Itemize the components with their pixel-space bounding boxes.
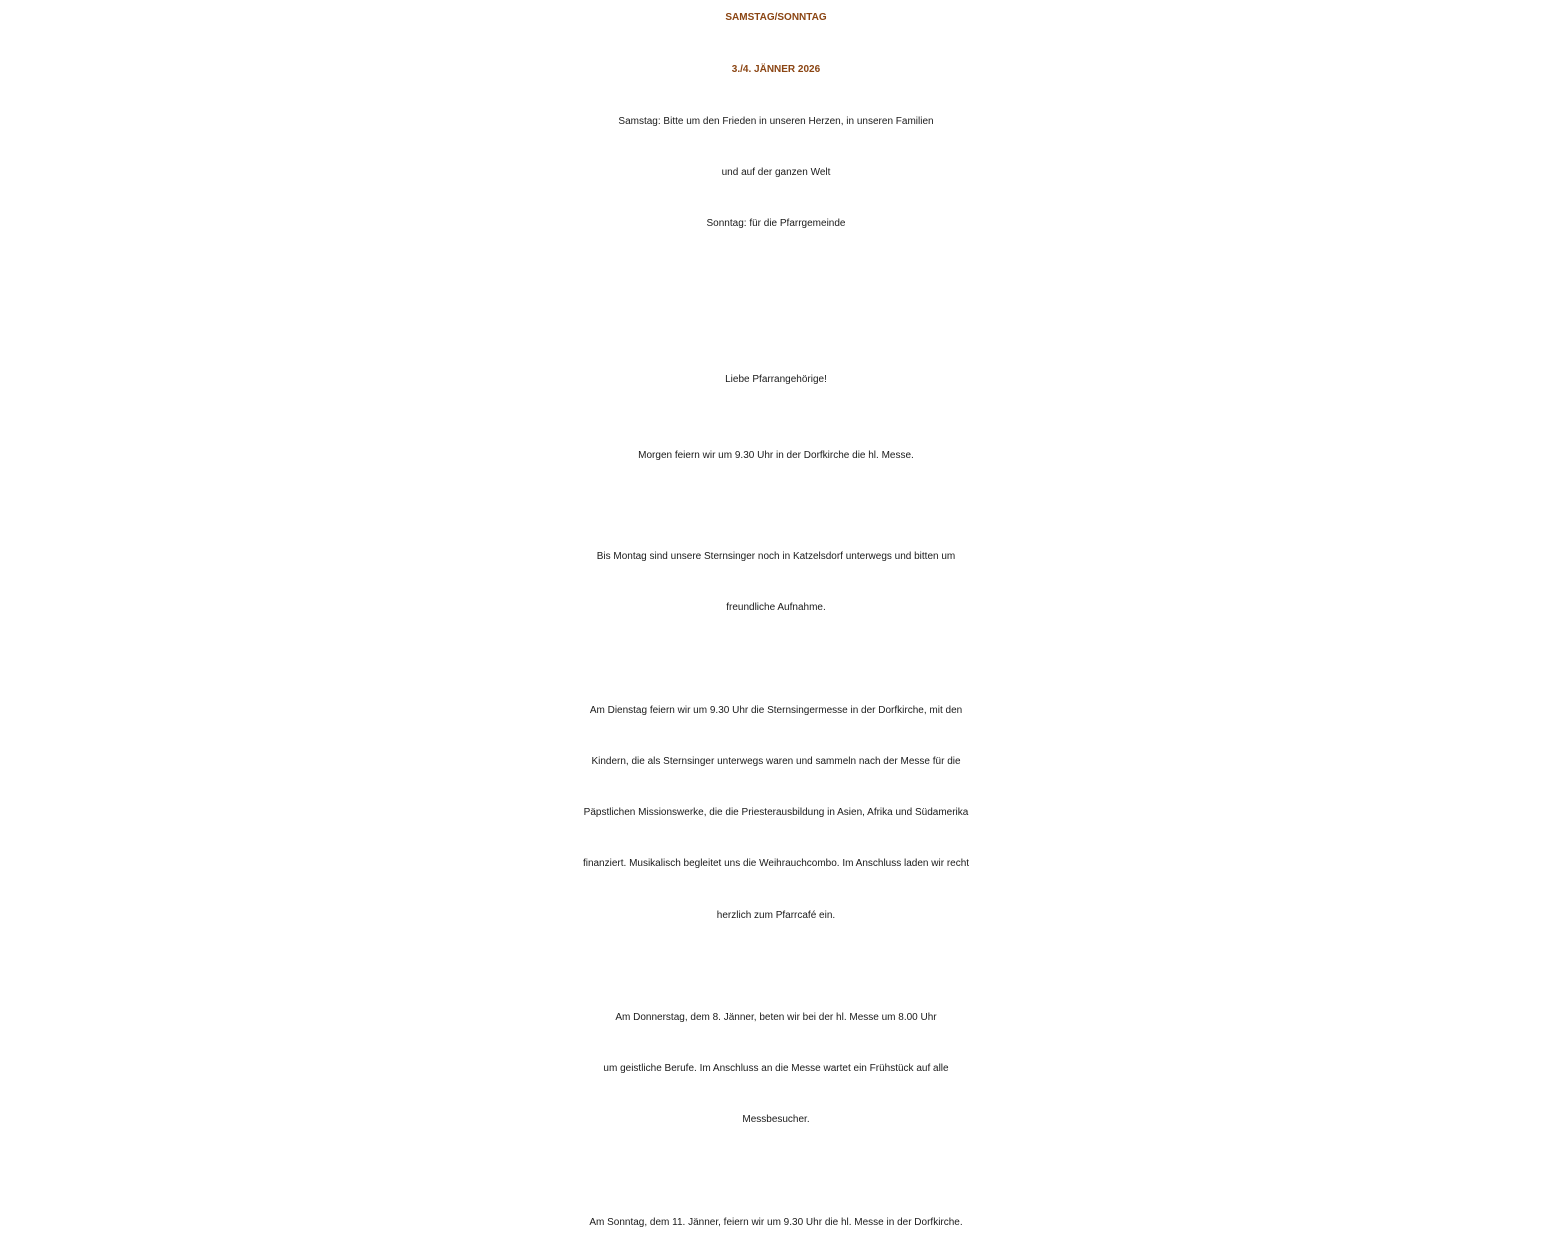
- date-title: 3./4. JÄNNER 2026: [731, 64, 821, 75]
- intention-saturday-line-2: und auf der ganzen Welt: [721, 167, 831, 178]
- paragraph-mass-line-1: Morgen feiern wir um 9.30 Uhr in der Dorfkirche die hl. Messe.: [638, 450, 914, 461]
- greeting: Liebe Pfarrangehörige!: [725, 374, 827, 385]
- paragraph-tuesday-line-1: Am Dienstag feiern wir um 9.30 Uhr die Sternsingermesse in der Dorfkirche, mit den: [589, 705, 963, 716]
- paragraph-thursday-line-3: Messbesucher.: [742, 1114, 810, 1125]
- paragraph-sunday-line-1: Am Sonntag, dem 11. Jänner, feiern wir um 9.30 Uhr die hl. Messe in der Dorfkirche.: [589, 1217, 963, 1228]
- paragraph-tuesday-line-2: Kindern, die als Sternsinger unterwegs waren und sammeln nach der Messe für die: [591, 756, 961, 767]
- paragraph-sternsinger-line-1: Bis Montag sind unsere Sternsinger noch in Katzelsdorf unterwegs und bitten um: [596, 551, 956, 562]
- paragraph-sternsinger-line-2: freundliche Aufnahme.: [726, 602, 826, 613]
- paragraph-tuesday-line-5: herzlich zum Pfarrcafé ein.: [716, 910, 836, 921]
- intention-sunday: Sonntag: für die Pfarrgemeinde: [706, 218, 846, 229]
- day-title: SAMSTAG/SONNTAG: [725, 12, 827, 23]
- paragraph-thursday-line-1: Am Donnerstag, dem 8. Jänner, beten wir bei der hl. Messe um 8.00 Uhr: [615, 1012, 937, 1023]
- paragraph-tuesday-line-4: finanziert. Musikalisch begleitet uns die Weihrauchcombo. Im Anschluss laden wir recht: [582, 858, 970, 869]
- intention-saturday-line-1: Samstag: Bitte um den Frieden in unseren Herzen, in unseren Familien: [618, 116, 934, 127]
- paragraph-thursday-line-2: um geistliche Berufe. Im Anschluss an die Messe wartet ein Frühstück auf alle: [603, 1063, 949, 1074]
- paragraph-tuesday-line-3: Päpstlichen Missionswerke, die die Priesterausbildung in Asien, Afrika und Südamerika: [583, 807, 969, 818]
